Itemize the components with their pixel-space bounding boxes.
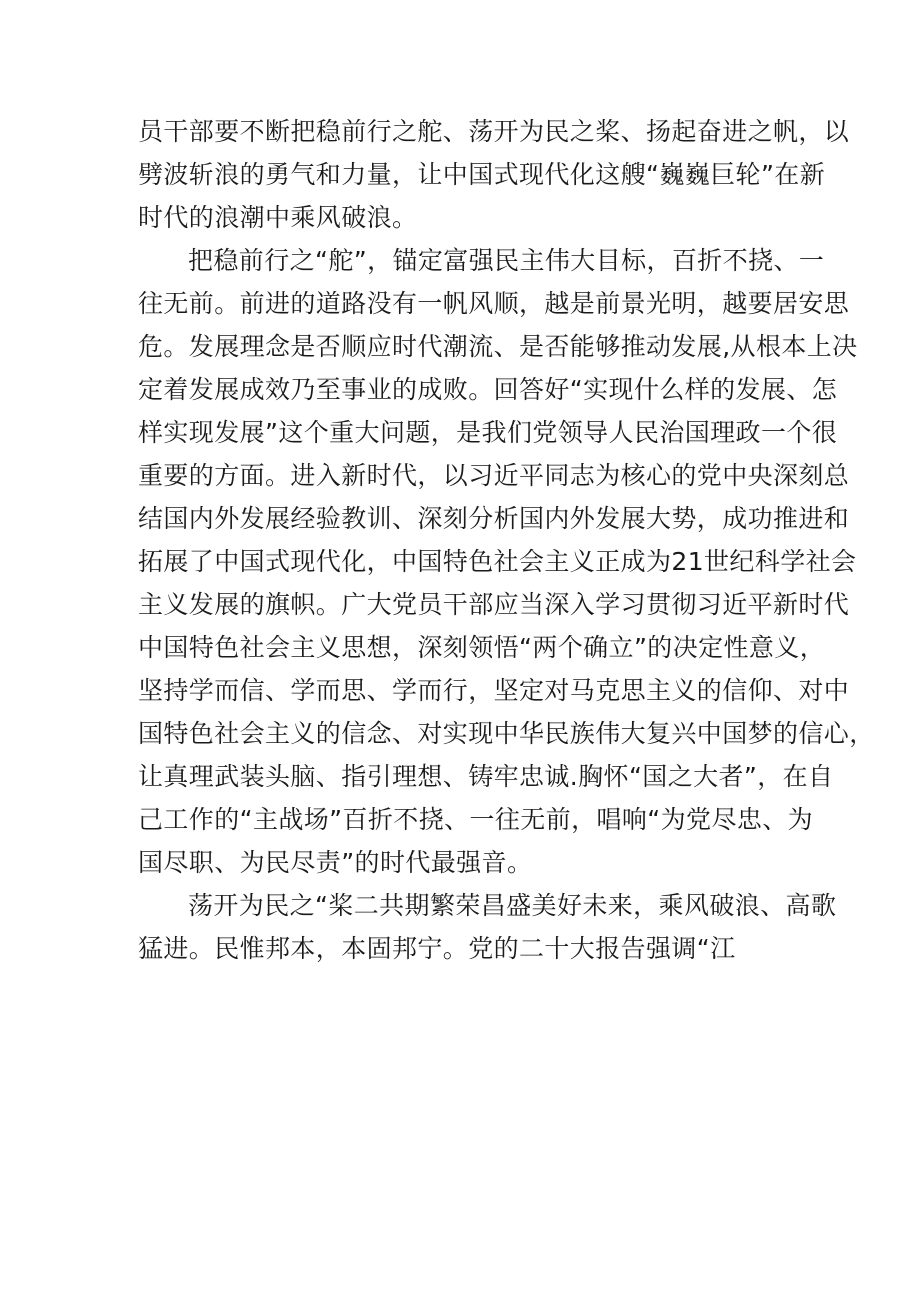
text-line: 国尽职、为民尽责”的时代最强音。 — [138, 848, 533, 877]
body-text — [138, 110, 875, 970]
text-line: 把稳前行之“舵”，锚定富强民主伟大目标，百折不挠、一 — [188, 246, 825, 275]
text-line: 荡开为民之“桨二共期繁荣昌盛美好未来，乘风破浪、高歌 — [188, 891, 837, 920]
text-line: 己工作的“主战场”百折不挠、一往无前，唱响“为党尽忠、为 — [138, 805, 814, 834]
text-line: 结国内外发展经验教训、深刻分析国内外发展大势，成功推进和 — [138, 504, 850, 533]
text-line: 员干部要不断把稳前行之舵、荡开为民之桨、扬起奋进之帆，以 — [138, 117, 850, 146]
text-line: 时代的浪潮中乘风破浪。 — [138, 203, 418, 232]
text-line: 定着发展成效乃至事业的成败。回答好“实现什么样的发展、怎 — [138, 375, 838, 404]
text-line: 重要的方面。进入新时代，以习近平同志为核心的党中央深刻总 — [138, 461, 850, 490]
text-line: 危。发展理念是否顺应时代潮流、是否能够推动发展,从根本上决 — [138, 332, 858, 361]
text-line: 让真理武装头脑、指引理想、铸牢忠诚.胸怀“国之大者”，在自 — [138, 762, 834, 791]
text-line: 往无前。前进的道路没有一帆风顺，越是前景光明，越要居安思 — [138, 289, 850, 318]
text-line: 中国特色社会主义思想，深刻领悟“两个确立”的决定性意义， — [138, 633, 826, 662]
text-line: 拓展了中国式现代化，中国特色社会主义正成为21世纪科学社会 — [138, 547, 857, 576]
text-line: 坚持学而信、学而思、学而行，坚定对马克思主义的信仰、对中 — [138, 676, 850, 705]
text-line: 样实现发展”这个重大问题，是我们党领导人民治国理政一个很 — [138, 418, 838, 447]
text-line: 主义发展的旗帜。广大党员干部应当深入学习贯彻习近平新时代 — [138, 590, 850, 619]
text-line: 劈波斩浪的勇气和力量，让中国式现代化这艘“巍巍巨轮”在新 — [138, 160, 826, 189]
text-line: 猛进。民惟邦本，本固邦宁。党的二十大报告强调“江 — [138, 934, 736, 963]
text-line: 国特色社会主义的信念、对实现中华民族伟大复兴中国梦的信心， — [138, 719, 875, 748]
